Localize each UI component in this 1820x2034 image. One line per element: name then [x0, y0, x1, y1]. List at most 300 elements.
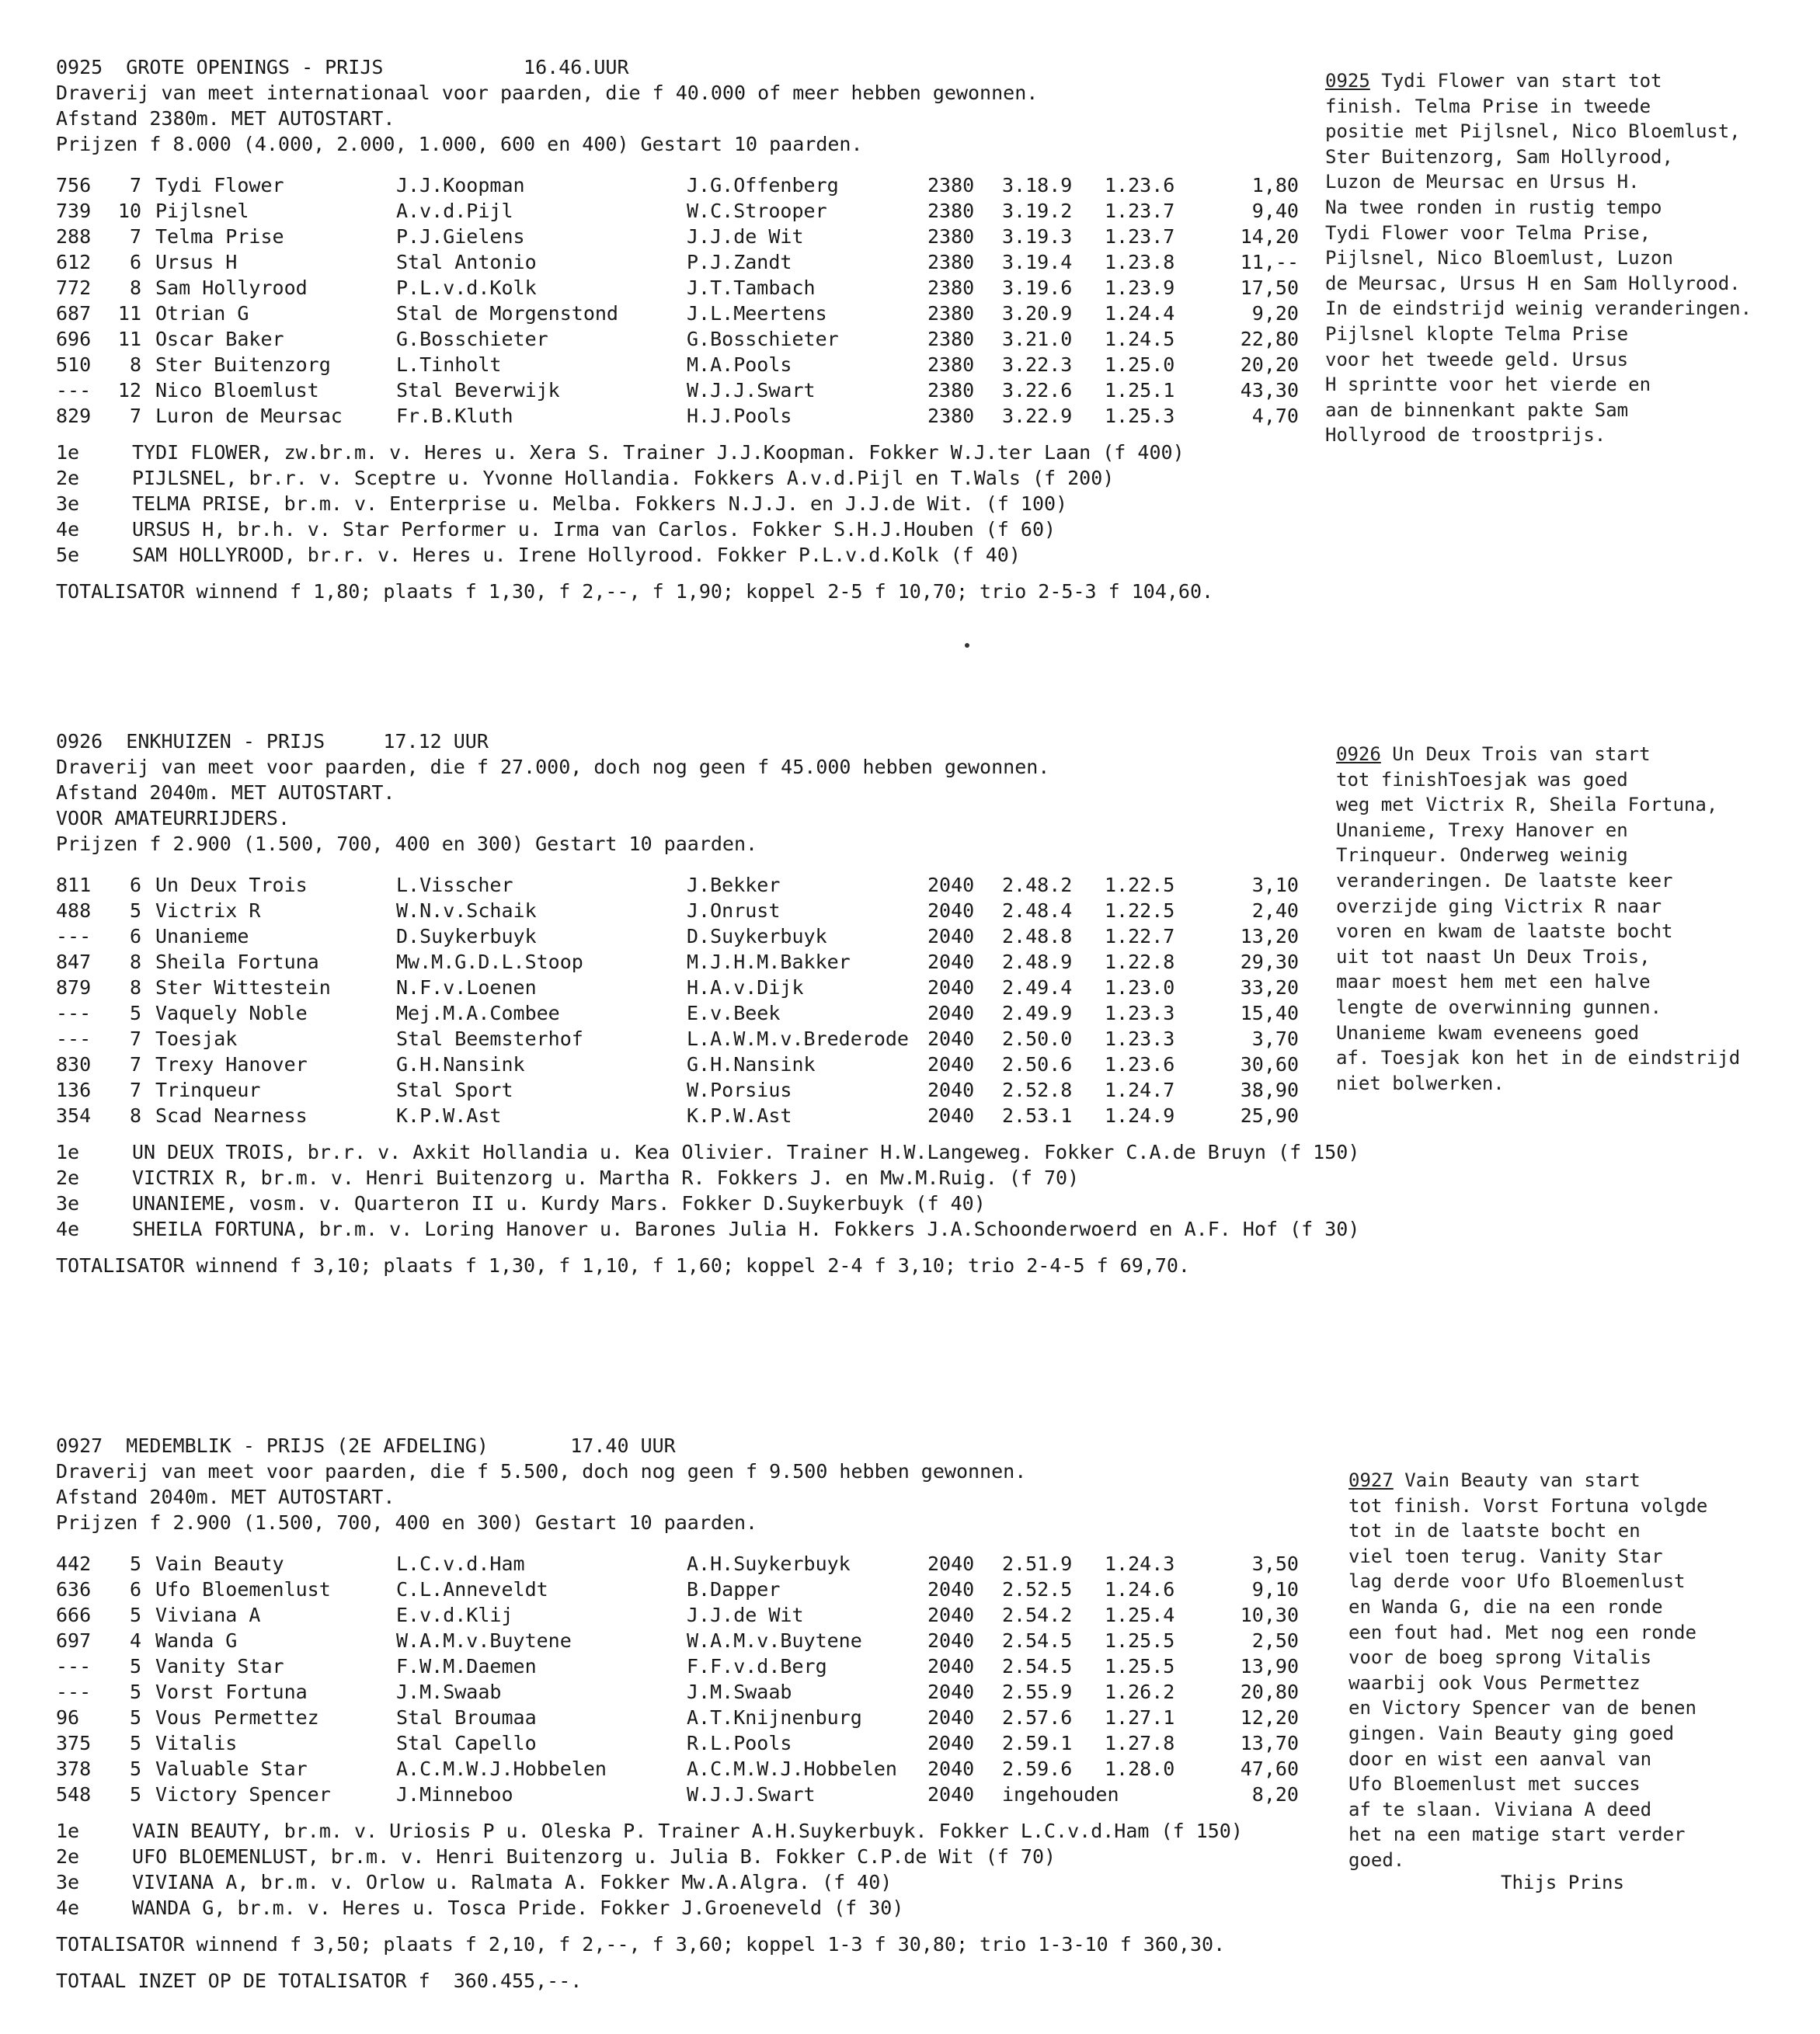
- driver: J.J.de Wit: [687, 1604, 804, 1626]
- owner: P.J.Gielens: [396, 225, 525, 248]
- program-number: 687: [56, 302, 92, 325]
- driver: M.A.Pools: [687, 353, 792, 376]
- odds: 8,20: [1251, 1783, 1299, 1806]
- start-number: 6: [129, 1578, 141, 1601]
- driver: D.Suykerbuyk: [687, 925, 827, 947]
- driver: M.J.H.M.Bakker: [687, 951, 851, 973]
- placing-position: 3e: [56, 1871, 80, 1893]
- start-number: 7: [129, 1053, 141, 1076]
- race-time: 2.52.8: [1002, 1079, 1073, 1101]
- driver: W.J.J.Swart: [687, 379, 816, 402]
- program-number: 756: [56, 174, 92, 196]
- owner: E.v.d.Klij: [396, 1604, 513, 1626]
- km-time: 1.28.0: [1105, 1758, 1175, 1780]
- owner: K.P.W.Ast: [396, 1104, 502, 1127]
- driver: W.A.M.v.Buytene: [687, 1629, 862, 1652]
- program-number: 772: [56, 276, 92, 299]
- start-number: 5: [129, 1706, 141, 1729]
- result-row: [56, 377, 1361, 403]
- result-row: [56, 249, 1361, 275]
- odds: 17,50: [1240, 276, 1299, 299]
- owner: A.C.M.W.J.Hobbelen: [396, 1758, 607, 1780]
- start-number: 8: [129, 353, 141, 376]
- race-extra: VOOR AMATEURRIJDERS.: [56, 807, 291, 829]
- placing-text: VAIN BEAUTY, br.m. v. Uriosis P u. Oleska P. Trainer A.H.Suykerbuyk. Fokker L.C.v.d.Ham (f 150): [132, 1820, 1243, 1842]
- distance: 2040: [927, 1604, 975, 1626]
- owner: Stal Capello: [396, 1732, 537, 1754]
- odds: 13,90: [1240, 1655, 1299, 1678]
- race-header: 0926 ENKHUIZEN - PRIJS 17.12 UUR: [56, 730, 489, 753]
- start-number: 5: [129, 899, 141, 922]
- program-number: 96: [56, 1706, 80, 1729]
- odds: 13,70: [1240, 1732, 1299, 1754]
- start-number: 5: [129, 1655, 141, 1678]
- placing-text: PIJLSNEL, br.r. v. Sceptre u. Yvonne Hollandia. Fokkers A.v.d.Pijl en T.Wals (f 200): [132, 467, 1115, 489]
- start-number: 8: [129, 951, 141, 973]
- race-time: 2.49.4: [1002, 976, 1073, 999]
- horse-name: Vorst Fortuna: [155, 1681, 308, 1703]
- distance: 2040: [927, 1758, 975, 1780]
- race-comment-0927: [1348, 1468, 1815, 1873]
- race-time: 2.54.2: [1002, 1604, 1073, 1626]
- driver: W.J.J.Swart: [687, 1783, 816, 1806]
- distance: 2380: [927, 200, 975, 222]
- horse-name: Valuable Star: [155, 1758, 308, 1780]
- result-row: [56, 352, 1361, 377]
- result-row: [56, 898, 1361, 923]
- distance: 2040: [927, 1681, 975, 1703]
- start-number: 4: [129, 1629, 141, 1652]
- driver: J.Bekker: [687, 874, 781, 896]
- race-time: 3.22.6: [1002, 379, 1073, 402]
- placing-text: VIVIANA A, br.m. v. Orlow u. Ralmata A. Fokker Mw.A.Algra. (f 40): [132, 1871, 893, 1893]
- horse-name: Trexy Hanover: [155, 1053, 308, 1076]
- start-number: 11: [117, 328, 141, 350]
- totalisator: TOTALISATOR winnend f 3,50; plaats f 2,10, f 2,--, f 3,60; koppel 1-3 f 30,80; trio 1-3-10 f 360,30.: [56, 1933, 1226, 1956]
- distance: 2040: [927, 1104, 975, 1127]
- distance: 2380: [927, 379, 975, 402]
- km-time: 1.27.8: [1105, 1732, 1175, 1754]
- owner: N.F.v.Loenen: [396, 976, 537, 999]
- km-time: 1.24.3: [1105, 1552, 1175, 1575]
- distance: 2040: [927, 925, 975, 947]
- result-row: [56, 275, 1361, 301]
- driver: J.G.Offenberg: [687, 174, 839, 196]
- driver: G.Bosschieter: [687, 328, 839, 350]
- distance: 2040: [927, 1578, 975, 1601]
- program-number: 510: [56, 353, 92, 376]
- distance: 2380: [927, 302, 975, 325]
- race-time: 2.57.6: [1002, 1706, 1073, 1729]
- odds: 29,30: [1240, 951, 1299, 973]
- program-number: ---: [56, 925, 92, 947]
- start-number: 5: [129, 1002, 141, 1024]
- race-time: 3.19.6: [1002, 276, 1073, 299]
- km-time: 1.25.4: [1105, 1604, 1175, 1626]
- odds: 9,40: [1251, 200, 1299, 222]
- horse-name: Wanda G: [155, 1629, 238, 1652]
- race-comment-0926: [1336, 742, 1802, 1096]
- comment-race-number: 0927: [1348, 1469, 1394, 1491]
- result-row: [56, 872, 1361, 898]
- driver: J.Onrust: [687, 899, 781, 922]
- comment-text: Tydi Flower van start tot finish. Telma Prise in tweede positie met Pijlsnel, Nico Bloemlust, Ster Buitenzorg, Sam Hollyrood, Luzon de Meursac en Ursus H. Na twee ronden in rustig tempo Tydi Flower voor Telma Prise, Pijlsnel, Nico Bloemlust, Luzon de Meursac, Ursus H en Sam Hollyrood. In de eindstrijd weinig veranderingen. Pijlsnel klopte Telma Prise voor het tweede geld. Ursus H sprintte voor het vierde en aan de binnenkant pakte Sam Hollyrood de troostprijs.: [1325, 70, 1752, 447]
- driver: F.F.v.d.Berg: [687, 1655, 827, 1678]
- placing-entry: [56, 1869, 1361, 1895]
- program-number: 847: [56, 951, 92, 973]
- race-header: 0925 GROTE OPENINGS - PRIJS 16.46.UUR: [56, 56, 629, 78]
- owner: Mw.M.G.D.L.Stoop: [396, 951, 583, 973]
- result-row: [56, 326, 1361, 352]
- start-number: 7: [129, 174, 141, 196]
- race-conditions: Draverij van meet internationaal voor paarden, die f 40.000 of meer hebben gewonnen.: [56, 82, 1039, 104]
- distance: 2040: [927, 1655, 975, 1678]
- start-number: 6: [129, 251, 141, 273]
- result-row: [56, 1000, 1361, 1026]
- distance: 2040: [927, 1552, 975, 1575]
- odds: 38,90: [1240, 1079, 1299, 1101]
- program-number: 612: [56, 251, 92, 273]
- placing-position: 3e: [56, 1192, 80, 1215]
- result-row: [56, 1653, 1361, 1679]
- start-number: 7: [129, 405, 141, 427]
- owner: C.L.Anneveldt: [396, 1578, 548, 1601]
- result-row: [56, 1730, 1361, 1756]
- owner: Stal Broumaa: [396, 1706, 537, 1729]
- placing-text: SHEILA FORTUNA, br.m. v. Loring Hanover u. Barones Julia H. Fokkers J.A.Schoonderwoerd en A.F. Hof (f 30): [132, 1218, 1360, 1240]
- distance: 2040: [927, 1079, 975, 1101]
- placing-text: UN DEUX TROIS, br.r. v. Axkit Hollandia u. Kea Olivier. Trainer H.W.Langeweg. Fokker C.A.de Bruyn (f 150): [132, 1141, 1360, 1163]
- km-time: 1.23.7: [1105, 200, 1175, 222]
- race-prizes: Prijzen f 2.900 (1.500, 700, 400 en 300) Gestart 10 paarden.: [56, 833, 758, 855]
- total-bet: TOTAAL INZET OP DE TOTALISATOR f 360.455,--.: [56, 1970, 583, 1992]
- race-distance: Afstand 2380m. MET AUTOSTART.: [56, 107, 395, 130]
- driver: B.Dapper: [687, 1578, 781, 1601]
- program-number: 354: [56, 1104, 92, 1127]
- race-time: 2.55.9: [1002, 1681, 1073, 1703]
- owner: D.Suykerbuyk: [396, 925, 537, 947]
- owner: L.C.v.d.Ham: [396, 1552, 525, 1575]
- program-number: 136: [56, 1079, 92, 1101]
- comment-text: Vain Beauty van start tot finish. Vorst Fortuna volgde tot in de laatste bocht en viel toen terug. Vanity Star lag derde voor Ufo Bloemenlust en Wanda G, die na een ronde een fout had. Met nog een ronde voor de boeg sprong Vitalis waarbij ook Vous Permettez en Victory Spencer van de benen gingen. Vain Beauty ging goed door en wist een aanval van Ufo Bloemenlust met succes af te slaan. Viviana A deed het na een matige start verder goed.: [1348, 1469, 1708, 1871]
- placing-entry: [56, 1818, 1361, 1844]
- start-number: 8: [129, 276, 141, 299]
- result-row: [56, 1756, 1361, 1782]
- distance: 2040: [927, 1706, 975, 1729]
- owner: L.Tinholt: [396, 353, 502, 376]
- placing-position: 4e: [56, 518, 80, 541]
- program-number: 829: [56, 405, 92, 427]
- driver: L.A.W.M.v.Brederode: [687, 1027, 909, 1050]
- horse-name: Ster Wittestein: [155, 976, 331, 999]
- race-time: 2.52.5: [1002, 1578, 1073, 1601]
- result-row: [56, 1077, 1361, 1103]
- distance: 2040: [927, 1629, 975, 1652]
- result-row: [56, 1782, 1361, 1807]
- owner: J.M.Swaab: [396, 1681, 502, 1703]
- result-row: [56, 923, 1361, 949]
- result-row: [56, 1679, 1361, 1705]
- start-number: 11: [117, 302, 141, 325]
- race-conditions: Draverij van meet voor paarden, die f 27.000, doch nog geen f 45.000 hebben gewonnen.: [56, 756, 1050, 778]
- km-time: 1.24.9: [1105, 1104, 1175, 1127]
- placings-list: [56, 1139, 1361, 1242]
- owner: Fr.B.Kluth: [396, 405, 513, 427]
- odds: 15,40: [1240, 1002, 1299, 1024]
- placing-position: 3e: [56, 492, 80, 515]
- author-signature: Thijs Prins: [1501, 1872, 1624, 1893]
- odds: 14,20: [1240, 225, 1299, 248]
- placing-position: 2e: [56, 1167, 80, 1189]
- race-time: 3.22.9: [1002, 405, 1073, 427]
- odds: 30,60: [1240, 1053, 1299, 1076]
- start-number: 6: [129, 925, 141, 947]
- placing-position: 2e: [56, 1845, 80, 1868]
- program-number: 548: [56, 1783, 92, 1806]
- km-time: 1.24.4: [1105, 302, 1175, 325]
- placing-entry: [56, 1844, 1361, 1869]
- horse-name: Victrix R: [155, 899, 261, 922]
- km-time: 1.24.5: [1105, 328, 1175, 350]
- horse-name: Nico Bloemlust: [155, 379, 319, 402]
- result-row: [56, 1602, 1361, 1628]
- driver: J.M.Swaab: [687, 1681, 792, 1703]
- odds: 1,80: [1251, 174, 1299, 196]
- driver: H.J.Pools: [687, 405, 792, 427]
- start-number: 6: [129, 874, 141, 896]
- distance: 2040: [927, 874, 975, 896]
- placing-entry: [56, 1165, 1361, 1191]
- start-number: 8: [129, 976, 141, 999]
- owner: J.Minneboo: [396, 1783, 513, 1806]
- placing-position: 5e: [56, 544, 80, 566]
- result-row: [56, 1103, 1361, 1128]
- race-distance: Afstand 2040m. MET AUTOSTART.: [56, 1486, 395, 1508]
- distance: 2380: [927, 174, 975, 196]
- km-time: 1.23.6: [1105, 1053, 1175, 1076]
- owner: G.H.Nansink: [396, 1053, 525, 1076]
- result-row: [56, 1628, 1361, 1653]
- program-number: 636: [56, 1578, 92, 1601]
- program-number: ---: [56, 1655, 92, 1678]
- horse-name: Tydi Flower: [155, 174, 284, 196]
- race-comment-0925: [1325, 68, 1791, 448]
- km-time: 1.25.5: [1105, 1629, 1175, 1652]
- race-distance: Afstand 2040m. MET AUTOSTART.: [56, 781, 395, 804]
- driver: G.H.Nansink: [687, 1053, 816, 1076]
- stray-dot: [965, 643, 969, 648]
- distance: 2040: [927, 899, 975, 922]
- placing-entry: [56, 440, 1361, 465]
- result-row: [56, 1026, 1361, 1052]
- race-prizes: Prijzen f 2.900 (1.500, 700, 400 en 300) Gestart 10 paarden.: [56, 1511, 758, 1534]
- distance: 2380: [927, 251, 975, 273]
- horse-name: Unanieme: [155, 925, 249, 947]
- program-number: ---: [56, 1027, 92, 1050]
- km-time: 1.23.3: [1105, 1002, 1175, 1024]
- odds: 3,10: [1251, 874, 1299, 896]
- placing-position: 4e: [56, 1897, 80, 1919]
- km-time: 1.24.7: [1105, 1079, 1175, 1101]
- distance: 2040: [927, 1732, 975, 1754]
- result-row: [56, 1705, 1361, 1730]
- race-time: 3.21.0: [1002, 328, 1073, 350]
- race-time: 2.48.8: [1002, 925, 1073, 947]
- horse-name: Vous Permettez: [155, 1706, 319, 1729]
- odds: 20,80: [1240, 1681, 1299, 1703]
- distance: 2380: [927, 405, 975, 427]
- placing-text: UNANIEME, vosm. v. Quarteron II u. Kurdy Mars. Fokker D.Suykerbuyk (f 40): [132, 1192, 986, 1215]
- result-row: [56, 1052, 1361, 1077]
- odds: 12,20: [1240, 1706, 1299, 1729]
- race-time: 2.50.0: [1002, 1027, 1073, 1050]
- odds: 2,50: [1251, 1629, 1299, 1652]
- program-number: 879: [56, 976, 92, 999]
- horse-name: Ufo Bloemenlust: [155, 1578, 331, 1601]
- race-block-0926: [56, 728, 1361, 1278]
- placing-entry: [56, 1139, 1361, 1165]
- horse-name: Un Deux Trois: [155, 874, 308, 896]
- distance: 2040: [927, 976, 975, 999]
- race-header: 0927 MEDEMBLIK - PRIJS (2E AFDELING) 17.40 UUR: [56, 1434, 676, 1457]
- placing-position: 2e: [56, 467, 80, 489]
- placing-text: URSUS H, br.h. v. Star Performer u. Irma van Carlos. Fokker S.H.J.Houben (f 60): [132, 518, 1056, 541]
- results-table: [56, 872, 1361, 1128]
- horse-name: Telma Prise: [155, 225, 284, 248]
- start-number: 12: [117, 379, 141, 402]
- program-number: ---: [56, 1002, 92, 1024]
- comment-race-number: 0925: [1325, 70, 1370, 92]
- driver: H.A.v.Dijk: [687, 976, 804, 999]
- km-time: 1.24.6: [1105, 1578, 1175, 1601]
- horse-name: Vain Beauty: [155, 1552, 284, 1575]
- program-number: 488: [56, 899, 92, 922]
- placings-list: [56, 440, 1361, 568]
- owner: Mej.M.A.Combee: [396, 1002, 560, 1024]
- km-time: 1.25.5: [1105, 1655, 1175, 1678]
- program-number: 666: [56, 1604, 92, 1626]
- program-number: 739: [56, 200, 92, 222]
- driver: R.L.Pools: [687, 1732, 792, 1754]
- placings-list: [56, 1818, 1361, 1921]
- driver: P.J.Zandt: [687, 251, 792, 273]
- driver: E.v.Beek: [687, 1002, 781, 1024]
- result-row: [56, 224, 1361, 249]
- distance: 2040: [927, 1783, 975, 1806]
- km-time: 1.22.8: [1105, 951, 1175, 973]
- horse-name: Sheila Fortuna: [155, 951, 319, 973]
- km-time: 1.22.5: [1105, 899, 1175, 922]
- odds: 22,80: [1240, 328, 1299, 350]
- program-number: 811: [56, 874, 92, 896]
- start-number: 7: [129, 225, 141, 248]
- placing-position: 1e: [56, 1141, 80, 1163]
- distance: 2040: [927, 1002, 975, 1024]
- odds: 3,70: [1251, 1027, 1299, 1050]
- totalisator: TOTALISATOR winnend f 1,80; plaats f 1,30, f 2,--, f 1,90; koppel 2-5 f 10,70; trio 2-5-3 f 104,60.: [56, 580, 1214, 603]
- start-number: 7: [129, 1079, 141, 1101]
- placing-text: VICTRIX R, br.m. v. Henri Buitenzorg u. Martha R. Fokkers J. en Mw.M.Ruig. (f 70): [132, 1167, 1080, 1189]
- owner: A.v.d.Pijl: [396, 200, 513, 222]
- distance: 2380: [927, 353, 975, 376]
- result-row: [56, 949, 1361, 975]
- driver: J.L.Meertens: [687, 302, 827, 325]
- race-time: 2.59.1: [1002, 1732, 1073, 1754]
- program-number: 442: [56, 1552, 92, 1575]
- driver: A.T.Knijnenburg: [687, 1706, 862, 1729]
- owner: Stal de Morgenstond: [396, 302, 618, 325]
- race-time: 2.59.6: [1002, 1758, 1073, 1780]
- program-number: ---: [56, 1681, 92, 1703]
- km-time: 1.23.8: [1105, 251, 1175, 273]
- result-row: [56, 975, 1361, 1000]
- km-time: 1.25.0: [1105, 353, 1175, 376]
- horse-name: Toesjak: [155, 1027, 238, 1050]
- km-time: 1.23.9: [1105, 276, 1175, 299]
- race-time: 3.20.9: [1002, 302, 1073, 325]
- results-table: [56, 1551, 1361, 1807]
- owner: P.L.v.d.Kolk: [396, 276, 537, 299]
- race-time: 2.49.9: [1002, 1002, 1073, 1024]
- owner: J.J.Koopman: [396, 174, 525, 196]
- horse-name: Viviana A: [155, 1604, 261, 1626]
- race-time: 2.50.6: [1002, 1053, 1073, 1076]
- result-row: [56, 172, 1361, 198]
- odds: 9,20: [1251, 302, 1299, 325]
- placing-text: TELMA PRISE, br.m. v. Enterprise u. Melba. Fokkers N.J.J. en J.J.de Wit. (f 100): [132, 492, 1068, 515]
- odds: 33,20: [1240, 976, 1299, 999]
- placing-position: 4e: [56, 1218, 80, 1240]
- odds: 2,40: [1251, 899, 1299, 922]
- comment-race-number: 0926: [1336, 743, 1381, 765]
- owner: G.Bosschieter: [396, 328, 548, 350]
- odds: 43,30: [1240, 379, 1299, 402]
- start-number: 5: [129, 1758, 141, 1780]
- results-table: [56, 172, 1361, 429]
- program-number: 375: [56, 1732, 92, 1754]
- start-number: 5: [129, 1783, 141, 1806]
- race-time: 2.48.2: [1002, 874, 1073, 896]
- result-row: [56, 403, 1361, 429]
- odds: 4,70: [1251, 405, 1299, 427]
- horse-name: Vaquely Noble: [155, 1002, 308, 1024]
- result-row: [56, 301, 1361, 326]
- placing-entry: [56, 491, 1361, 516]
- horse-name: Ster Buitenzorg: [155, 353, 331, 376]
- driver: A.H.Suykerbuyk: [687, 1552, 851, 1575]
- race-block-0925: [56, 54, 1361, 604]
- race-time: 3.19.2: [1002, 200, 1073, 222]
- placing-text: TYDI FLOWER, zw.br.m. v. Heres u. Xera S. Trainer J.J.Koopman. Fokker W.J.ter Laan (f 400): [132, 441, 1185, 464]
- odds: 25,90: [1240, 1104, 1299, 1127]
- km-time: 1.27.1: [1105, 1706, 1175, 1729]
- km-time: 1.25.3: [1105, 405, 1175, 427]
- km-time: 1.23.7: [1105, 225, 1175, 248]
- start-number: 5: [129, 1604, 141, 1626]
- totalisator: TOTALISATOR winnend f 3,10; plaats f 1,30, f 1,10, f 1,60; koppel 2-4 f 3,10; trio 2-4-5 f 69,70.: [56, 1254, 1190, 1277]
- start-number: 5: [129, 1732, 141, 1754]
- race-time: 2.53.1: [1002, 1104, 1073, 1127]
- placing-entry: [56, 1191, 1361, 1216]
- start-number: 5: [129, 1681, 141, 1703]
- odds: 47,60: [1240, 1758, 1299, 1780]
- driver: W.C.Strooper: [687, 200, 827, 222]
- horse-name: Pijlsnel: [155, 200, 249, 222]
- distance: 2380: [927, 328, 975, 350]
- program-number: 830: [56, 1053, 92, 1076]
- owner: Stal Beemsterhof: [396, 1027, 583, 1050]
- race-time: 2.48.9: [1002, 951, 1073, 973]
